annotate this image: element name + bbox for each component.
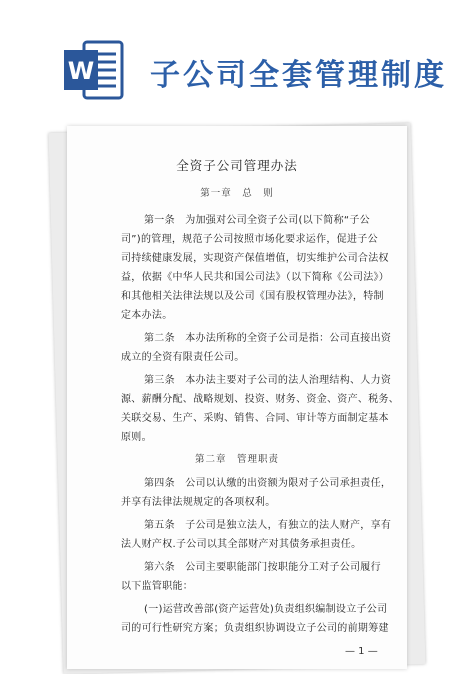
text-line: 第五条 子公司是独立法人，有独立的法人财产，享有 <box>144 520 392 531</box>
text-line: 第六条 公司主要职能部门按职能分工对子公司履行 <box>144 562 381 573</box>
text-line: 第一条 为加强对公司全资子公司(以下简称“子公 <box>144 215 370 226</box>
page-number: — 1 — <box>345 646 378 657</box>
chapter-heading-1: 第一章 总 则 <box>200 188 274 199</box>
header-banner <box>0 0 474 120</box>
text-line: 司”)的管理，规范子公司按照市场化要求运作，促进子公 <box>121 234 378 245</box>
document-title: 全资子公司管理办法 <box>176 158 298 173</box>
text-line: (一)运营改善部(资产运营处)负责组织编制设立子公司 <box>144 604 388 615</box>
text-line: 和其他相关法律法规以及公司《国有股权管理办法》，特制 <box>121 291 384 302</box>
text-line: 第三条 本办法主要对子公司的法人治理结构、人力资 <box>144 375 392 386</box>
text-line: 司的可行性研究方案；负责组织协调设立子公司的前期筹建 <box>121 623 389 634</box>
text-line: 第四条 公司以认缴的出资额为限对子公司承担责任， <box>144 478 392 489</box>
text-line: 源、薪酬分配、战略规划、投资、财务、资金、资产、税务、 <box>121 394 400 405</box>
text-line: 原则。 <box>121 432 152 443</box>
text-line: 成立的全资有限责任公司。 <box>121 352 245 363</box>
word-document-icon <box>62 38 124 102</box>
header-title: 子公司全套管理制度 <box>150 58 447 93</box>
word-icon-letter: W <box>67 57 95 85</box>
text-line: 法人财产权.子公司以其全部财产对其债务承担责任。 <box>121 539 362 550</box>
text-line: 定本办法。 <box>121 310 173 321</box>
text-line: 并享有法律法规规定的各项权利。 <box>121 497 276 508</box>
text-line: 益，依据《中华人民共和国公司法》（以下简称《公司法》） <box>121 272 390 283</box>
chapter-heading-2: 第二章 管理职责 <box>194 454 279 465</box>
text-line: 司持续健康发展，实现资产保值增值，切实维护公司合法权 <box>121 253 389 264</box>
text-line: 第二条 本办法所称的全资子公司是指：公司直接出资 <box>144 333 392 344</box>
document-page <box>67 126 407 669</box>
text-line: 关联交易、生产、采购、销售、合同、审计等方面制定基本 <box>121 413 389 424</box>
text-line: 以下监管职能： <box>121 581 194 592</box>
